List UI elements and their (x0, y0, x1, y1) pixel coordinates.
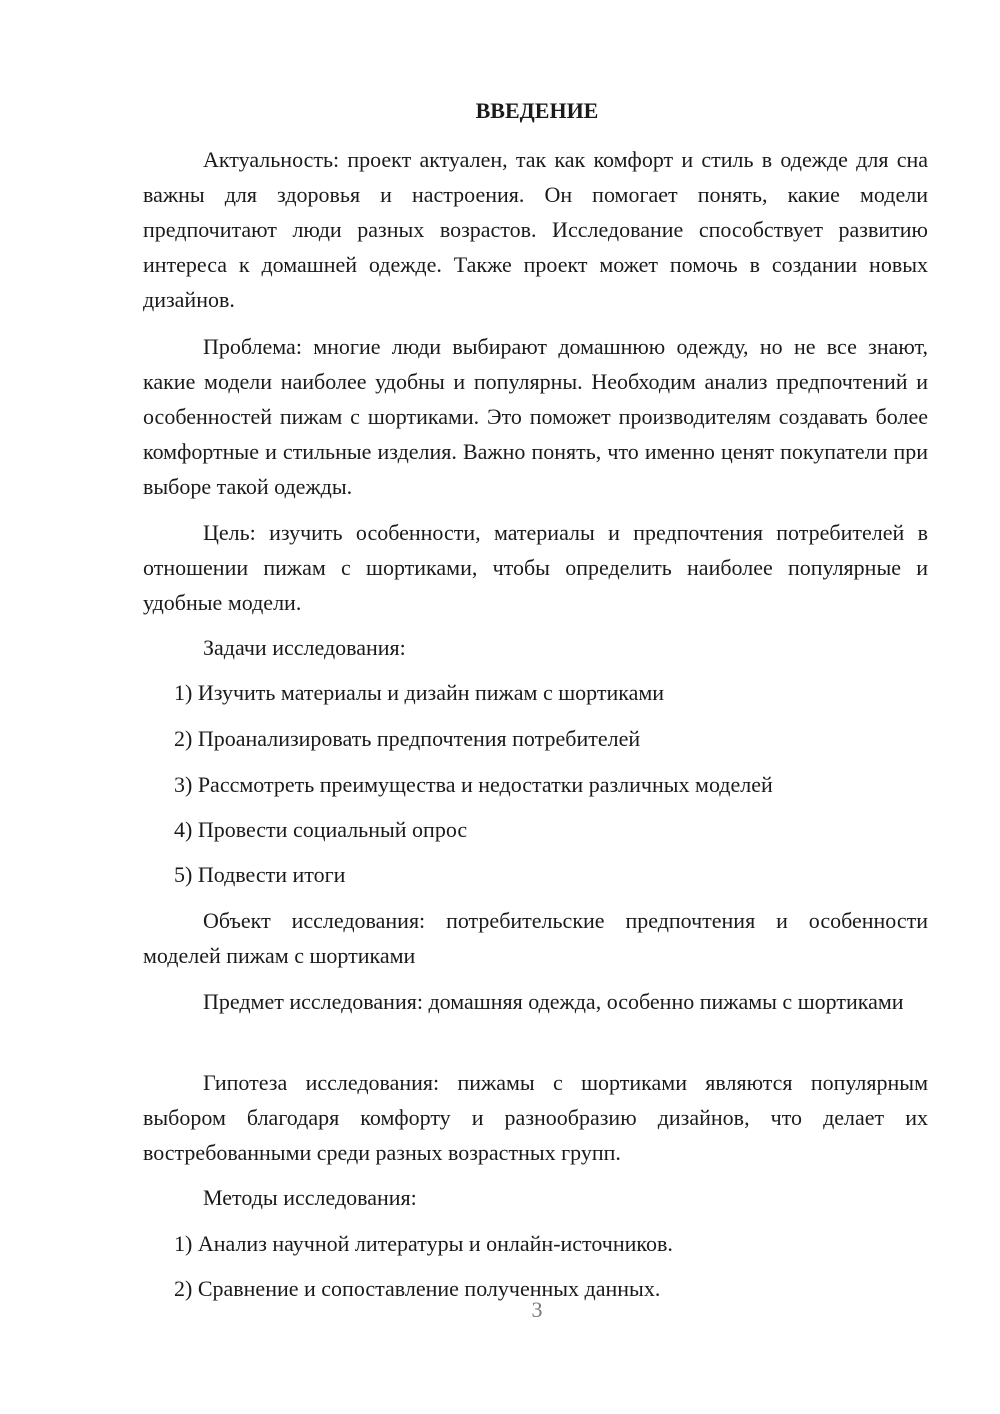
task-item: 5) Подвести итоги (174, 862, 346, 887)
method-item: 2) Сравнение и сопоставление полученных данных. (174, 1276, 661, 1301)
subject-paragraph: Предмет исследования: домашняя одежда, особенно пижамы с шортиками (203, 989, 904, 1014)
task-item: 4) Провести социальный опрос (174, 817, 468, 842)
task-item: 2) Проанализировать предпочтения потребителей (174, 726, 641, 751)
problem-paragraph: Проблема: многие люди выбирают домашнюю одежду, но не все знают, какие модели наиболее удобны и популярны. Необходим анализ предпочтений и особенностей пижам с шортиками. Это поможет производителям создавать более комфортные и стильные изделия. Важно понять, что именно ценят покупатели при выборе такой одежды. (143, 334, 928, 499)
method-item: 1) Анализ научной литературы и онлайн-источников. (174, 1231, 673, 1256)
hypothesis-paragraph: Гипотеза исследования: пижамы с шортиками являются популярным выбором благодаря комфорту и разнообразию дизайнов, что делает их востребованными среди разных возрастных групп. (143, 1070, 928, 1165)
task-item: 1) Изучить материалы и дизайн пижам с шортиками (174, 680, 665, 705)
methods-heading: Методы исследования: (203, 1185, 417, 1210)
goal-paragraph: Цель: изучить особенности, материалы и предпочтения потребителей в отношении пижам с шортиками, чтобы определить наиболее популярные и удобные модели. (143, 520, 928, 615)
page-number: 3 (531, 1297, 543, 1322)
tasks-heading: Задачи исследования: (203, 635, 406, 660)
task-item: 3) Рассмотреть преимущества и недостатки различных моделей (174, 772, 773, 797)
page-title: ВВЕДЕНИЕ (475, 98, 599, 123)
relevance-paragraph: Актуальность: проект актуален, так как комфорт и стиль в одежде для сна важны для здоровья и настроения. Он помогает понять, какие модели предпочитают люди разных возрастов. Исследование способствует развитию интереса к домашней одежде. Также проект может помочь в создании новых дизайнов. (143, 147, 928, 312)
object-paragraph: Объект исследования: потребительские предпочтения и особенности моделей пижам с шортиками (143, 908, 928, 968)
